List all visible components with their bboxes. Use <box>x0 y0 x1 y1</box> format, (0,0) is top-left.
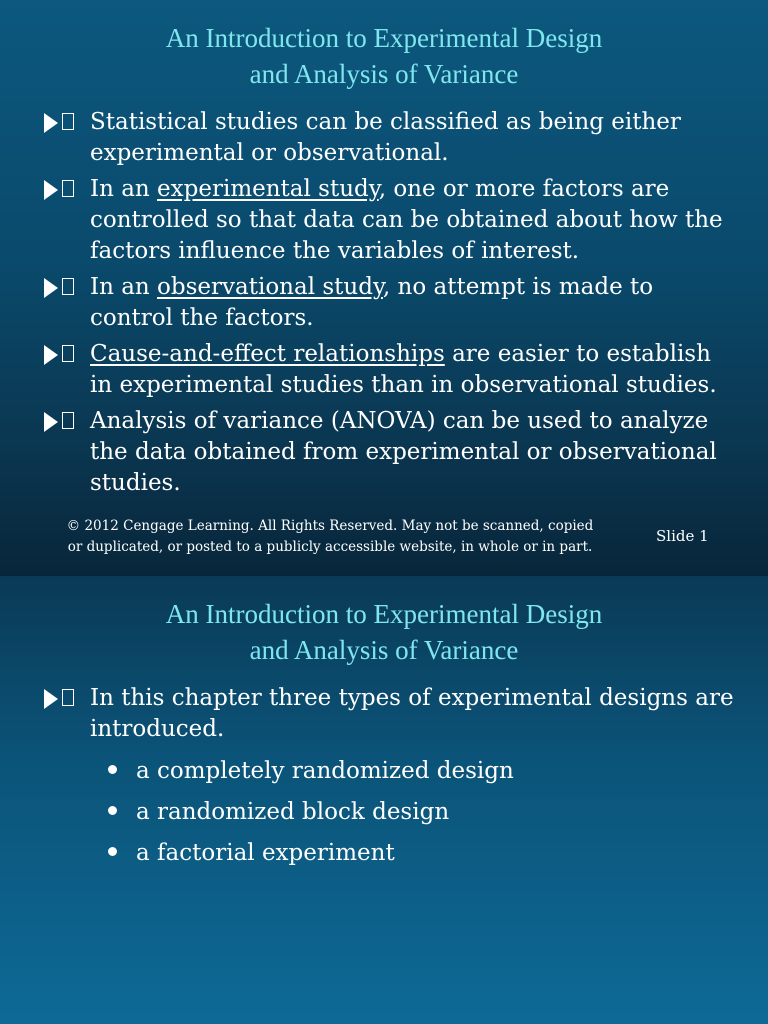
sub-bullet-list <box>106 756 706 879</box>
bullet-text-post: are easier to establish in experimental studies than in observational studies. <box>90 341 717 398</box>
term-observational-study: observational study <box>157 274 383 300</box>
arrow-bullet-icon <box>44 113 58 133</box>
box-glyph-icon <box>62 412 74 429</box>
dot-bullet-icon <box>108 806 117 815</box>
sub-bullet-text: a randomized block design <box>136 799 450 825</box>
box-glyph-icon <box>62 180 74 197</box>
box-glyph-icon <box>62 113 74 130</box>
copyright-footer <box>40 516 620 558</box>
slide-2 <box>0 576 768 1024</box>
dot-bullet-icon <box>108 847 117 856</box>
arrow-bullet-icon <box>44 278 58 298</box>
bullet-text-post: , no attempt is made to control the factors. <box>90 274 654 331</box>
sub-bullet-item <box>106 797 706 828</box>
bullet-list <box>40 107 740 504</box>
title-line-2: and Analysis of Variance <box>249 635 519 665</box>
box-glyph-icon <box>62 345 74 362</box>
title-line-1: An Introduction to Experimental Design <box>165 599 603 629</box>
term-experimental-study: experimental study <box>157 176 379 202</box>
bullet-text-pre: In an <box>90 176 158 202</box>
sub-bullet-item <box>106 756 706 787</box>
bullet-text: Statistical studies can be classified as being either experimental or observational. <box>90 109 681 166</box>
box-glyph-icon <box>62 689 74 706</box>
footer-line-1: © 2012 Cengage Learning. All Rights Reserved. May not be scanned, copied <box>66 518 594 534</box>
dot-bullet-icon <box>108 765 117 774</box>
bullet-text-post: , one or more factors are controlled so that data can be obtained about how the factors influence the variables of interest. <box>90 176 723 264</box>
term-cause-and-effect: Cause-and-effect relationships <box>90 341 445 367</box>
title-line-1: An Introduction to Experimental Design <box>165 23 603 53</box>
footer-line-2: or duplicated, or posted to a publicly accessible website, in whole or in part. <box>67 539 593 555</box>
bullet-list <box>40 683 740 750</box>
slide-title <box>0 20 768 92</box>
bullet-item <box>40 339 740 401</box>
bullet-item <box>40 174 740 267</box>
bullet-item <box>40 683 740 745</box>
sub-bullet-text: a completely randomized design <box>136 758 514 784</box>
arrow-bullet-icon <box>44 180 58 200</box>
slide-number: Slide 1 <box>656 527 709 545</box>
sub-bullet-text: a factorial experiment <box>136 840 395 866</box>
bullet-text: In this chapter three types of experimental designs are introduced. <box>90 685 734 742</box>
bullet-item <box>40 406 740 499</box>
bullet-text-pre: In an <box>90 274 158 300</box>
bullet-item <box>40 107 740 169</box>
sub-bullet-item <box>106 838 706 869</box>
arrow-bullet-icon <box>44 345 58 365</box>
title-line-2: and Analysis of Variance <box>249 59 519 89</box>
bullet-item <box>40 272 740 334</box>
slide-title <box>0 596 768 668</box>
arrow-bullet-icon <box>44 412 58 432</box>
box-glyph-icon <box>62 278 74 295</box>
bullet-text: Analysis of variance (ANOVA) can be used to analyze the data obtained from experimental or observational studies. <box>90 408 717 496</box>
arrow-bullet-icon <box>44 689 58 709</box>
